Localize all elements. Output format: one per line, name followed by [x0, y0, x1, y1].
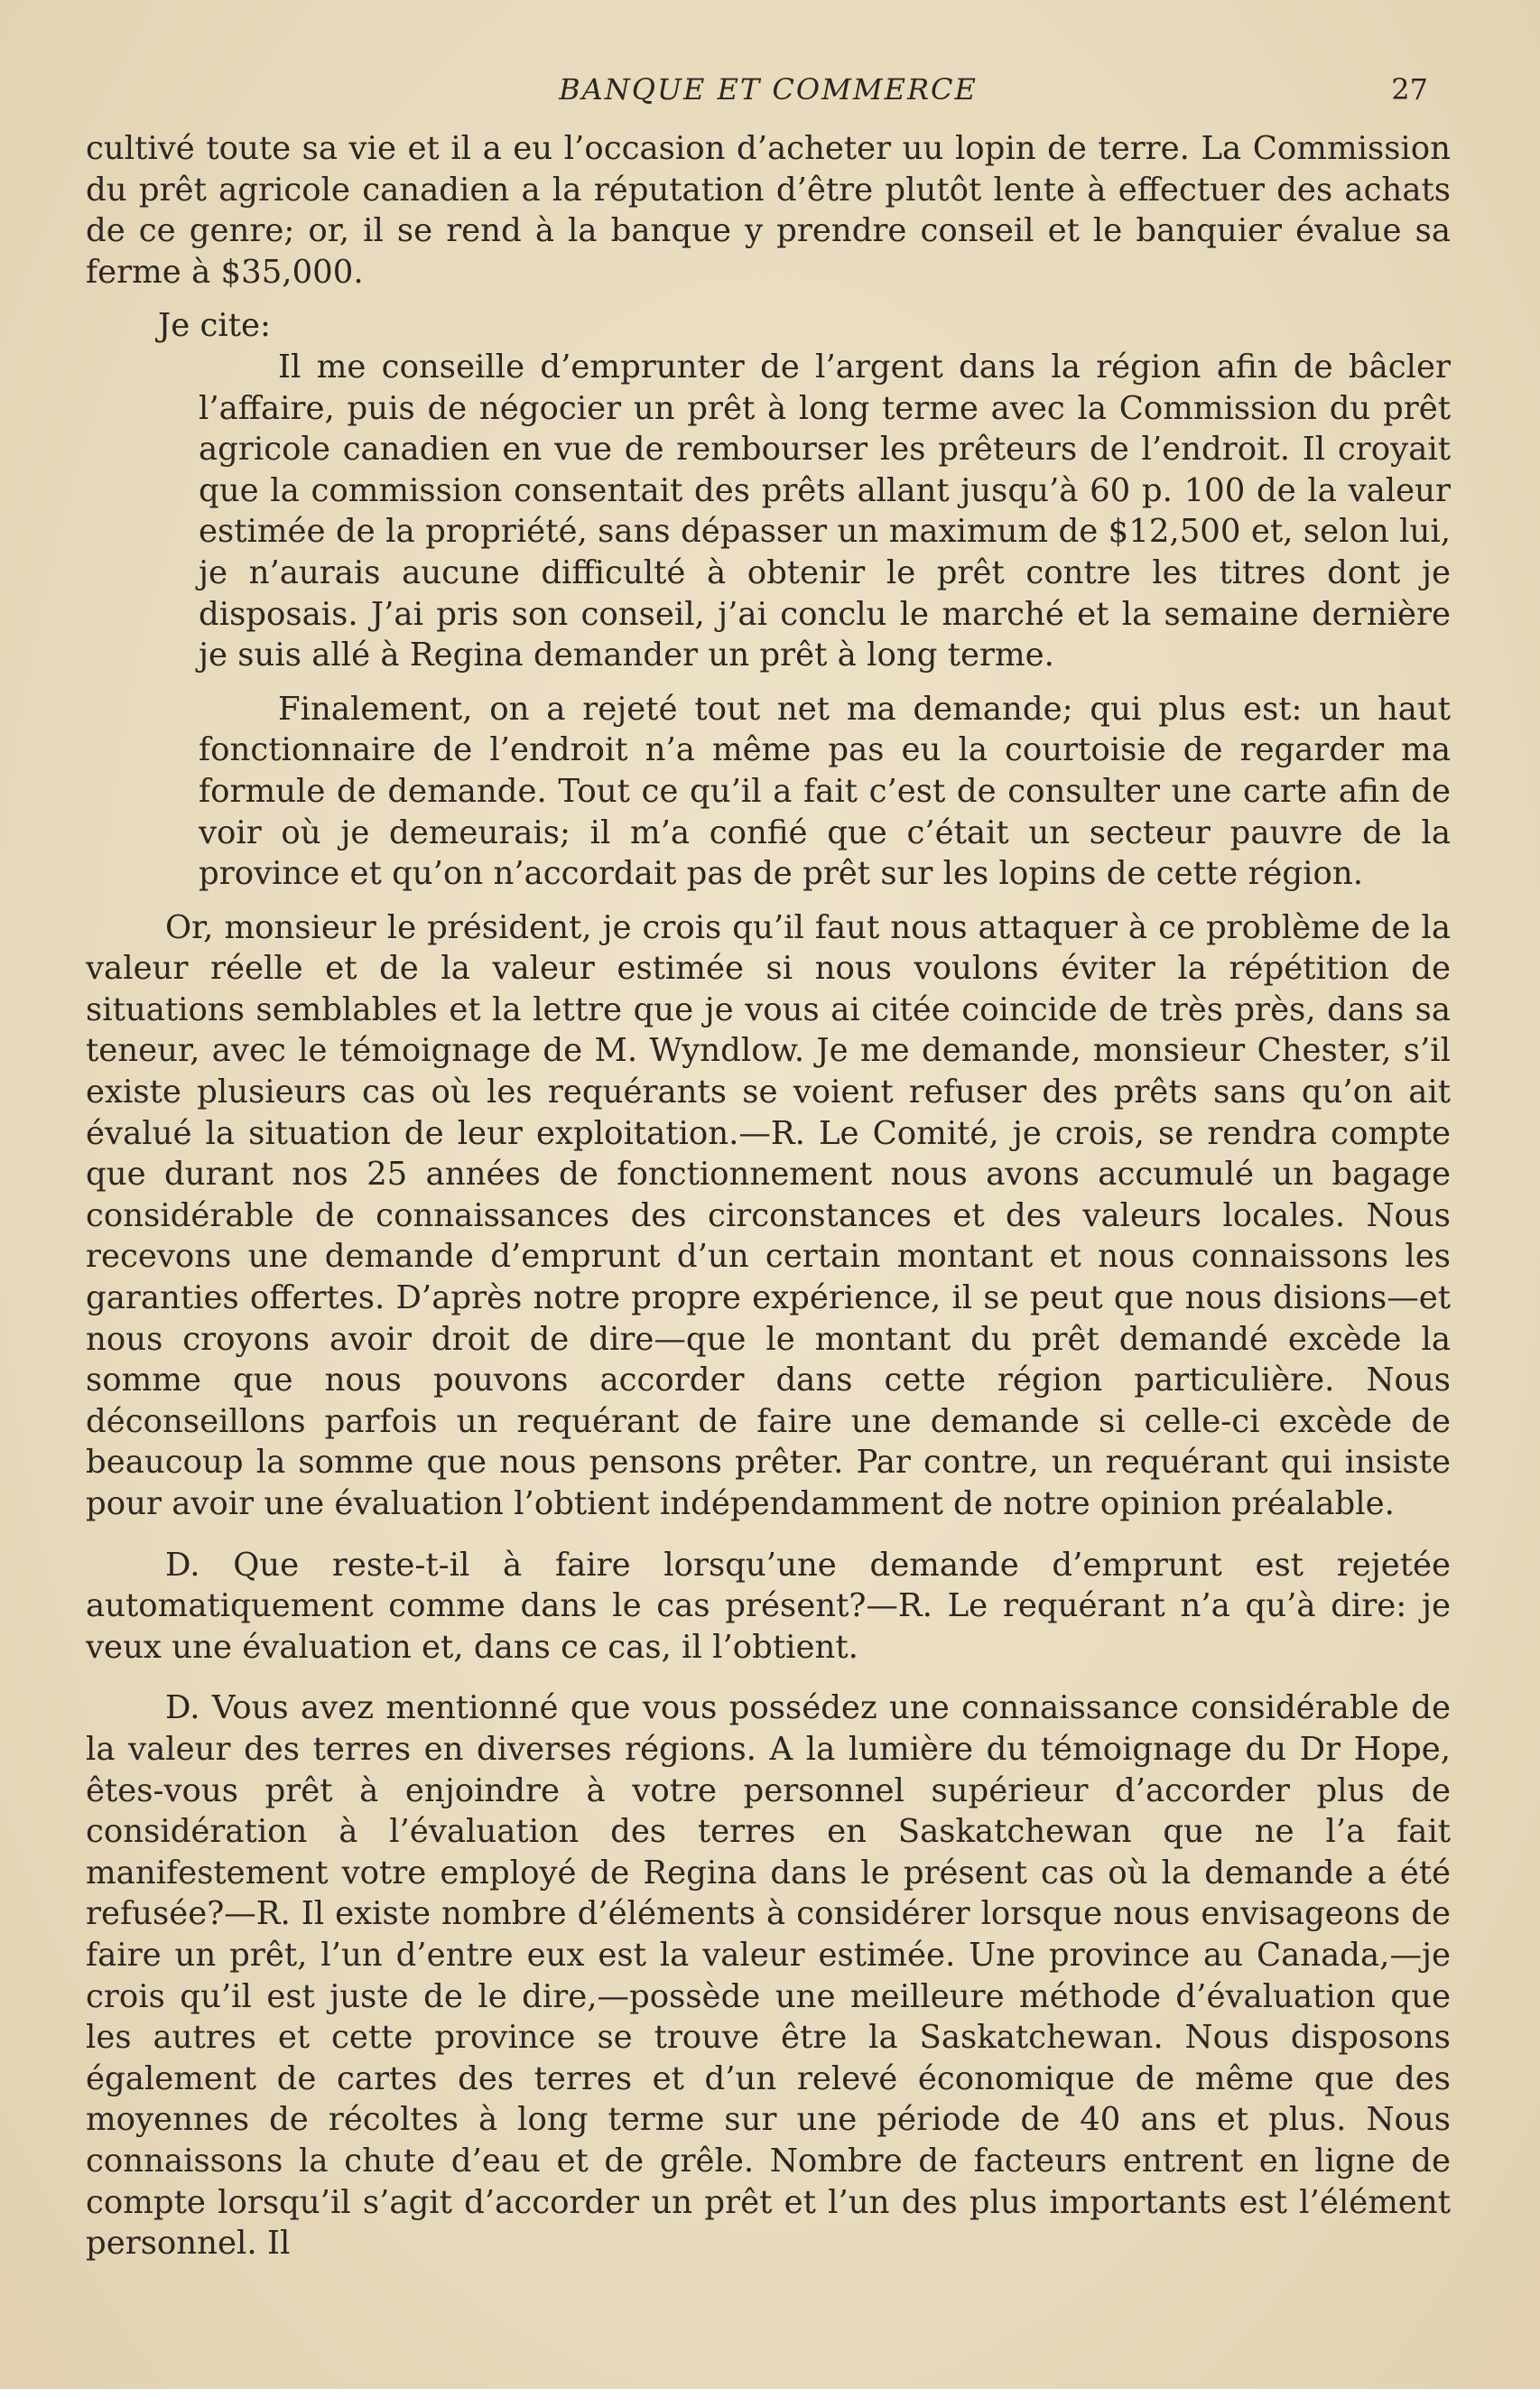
- document-page: [86, 63, 1451, 2264]
- paragraph: D. Vous avez mentionné que vous possédez une connaissance considérable de la valeur des terres en diverses régions. A la lumière du témoignage du Dr Hope, êtes-vous prêt à enjoindre à votre personnel supérieur d’accorder plus de considération à l’évaluation des terres en Saskatchewan que ne l’a fait manifestement votre employé de Regina dans le présent cas où la demande a été refusée?—R. Il existe nombre d’éléments à considérer lorsque nous envisageons de faire un prêt, l’un d’entre eux est la valeur estimée. Une province au Canada,—je crois qu’il est juste de le dire,—possède une meilleure méthode d’évaluation que les autres et cette province se trouve être la Saskatchewan. Nous disposons également de cartes des terres et d’un relevé économique de même que des moyennes de récoltes à long terme sur une période de 40 ans et plus. Nous connaissons la chute d’eau et de grêle. Nombre de facteurs entrent en ligne de compte lorsqu’il s’agit d’accorder un prêt et l’un des plus importants est l’élément personnel. Il: [86, 1689, 1451, 2263]
- block-quote: [199, 347, 1451, 895]
- quote-paragraph: Finalement, on a rejeté tout net ma demande; qui plus est: un haut fonctionnaire de l’endroit n’a même pas eu la courtoisie de regarder ma formule de demande. Tout ce qu’il a fait c’est de consulter une carte afin de voir où je demeurais; il m’a confié que c’était un secteur pauvre de la province et qu’on n’accordait pas de prêt sur les lopins de cette région.: [199, 690, 1451, 893]
- paragraph-continuation: cultivé toute sa vie et il a eu l’occasion d’acheter uu lopin de terre. La Commission du prêt agricole canadien a la réputation d’être plutôt lente à effectuer des achats de ce genre; or, il se rend à la banque y prendre conseil et le banquier évalue sa ferme à $35,000.: [86, 130, 1451, 291]
- quote-paragraph: Il me conseille d’emprunter de l’argent dans la région afin de bâcler l’affaire, puis de négocier un prêt à long terme avec la Commission du prêt agricole canadien en vue de rembourser les prêteurs de l’endroit. Il croyait que la commission consentait des prêts allant jusqu’à 60 p. 100 de la valeur estimée de la propriété, sans dépasser un maximum de $12,500 et, selon lui, je n’aurais aucune difficulté à obtenir le prêt contre les titres dont je disposais. J’ai pris son conseil, j’ai conclu le marché et la semaine dernière je suis allé à Regina demander un prêt à long terme.: [199, 348, 1451, 674]
- running-title: BANQUE ET COMMERCE: [559, 72, 978, 107]
- body-text: [86, 128, 1451, 2264]
- quote-lead: Je cite:: [158, 307, 271, 345]
- paragraph: Or, monsieur le président, je crois qu’il faut nous attaquer à ce problème de la valeur réelle et de la valeur estimée si nous voulons éviter la répétition de situations semblables et la lettre que je vous ai citée coincide de très près, dans sa teneur, avec le témoignage de M. Wyndlow. Je me demande, monsieur Chester, s’il existe plusieurs cas où les requérants se voient refuser des prêts sans qu’on ait évalué la situation de leur exploitation.—R. Le Comité, je crois, se rendra compte que durant nos 25 années de fonctionnement nous avons accumulé un bagage considérable de connaissances des circonstances et des valeurs locales. Nous recevons une demande d’emprunt d’un certain montant et nous connaissons les garanties offertes. D’après notre propre expérience, il se peut que nous disions—et nous croyons avoir droit de dire—que le montant du prêt demandé excède la somme que nous pouvons accorder dans cette région particulière. Nous déconseillons parfois un requérant de faire une demande si celle-ci excède de beaucoup la somme que nous pensons prêter. Par contre, un requérant qui insiste pour avoir une évaluation l’obtient indépendamment de notre opinion préalable.: [86, 908, 1451, 1522]
- page-number: 27: [1391, 72, 1428, 107]
- running-header: [86, 63, 1451, 117]
- paragraph: D. Que reste-t-il à faire lorsqu’une demande d’emprunt est rejetée automatiquement comme dans le cas présent?—R. Le requérant n’a qu’à dire: je veux une évaluation et, dans ce cas, il l’obtient.: [86, 1546, 1451, 1666]
